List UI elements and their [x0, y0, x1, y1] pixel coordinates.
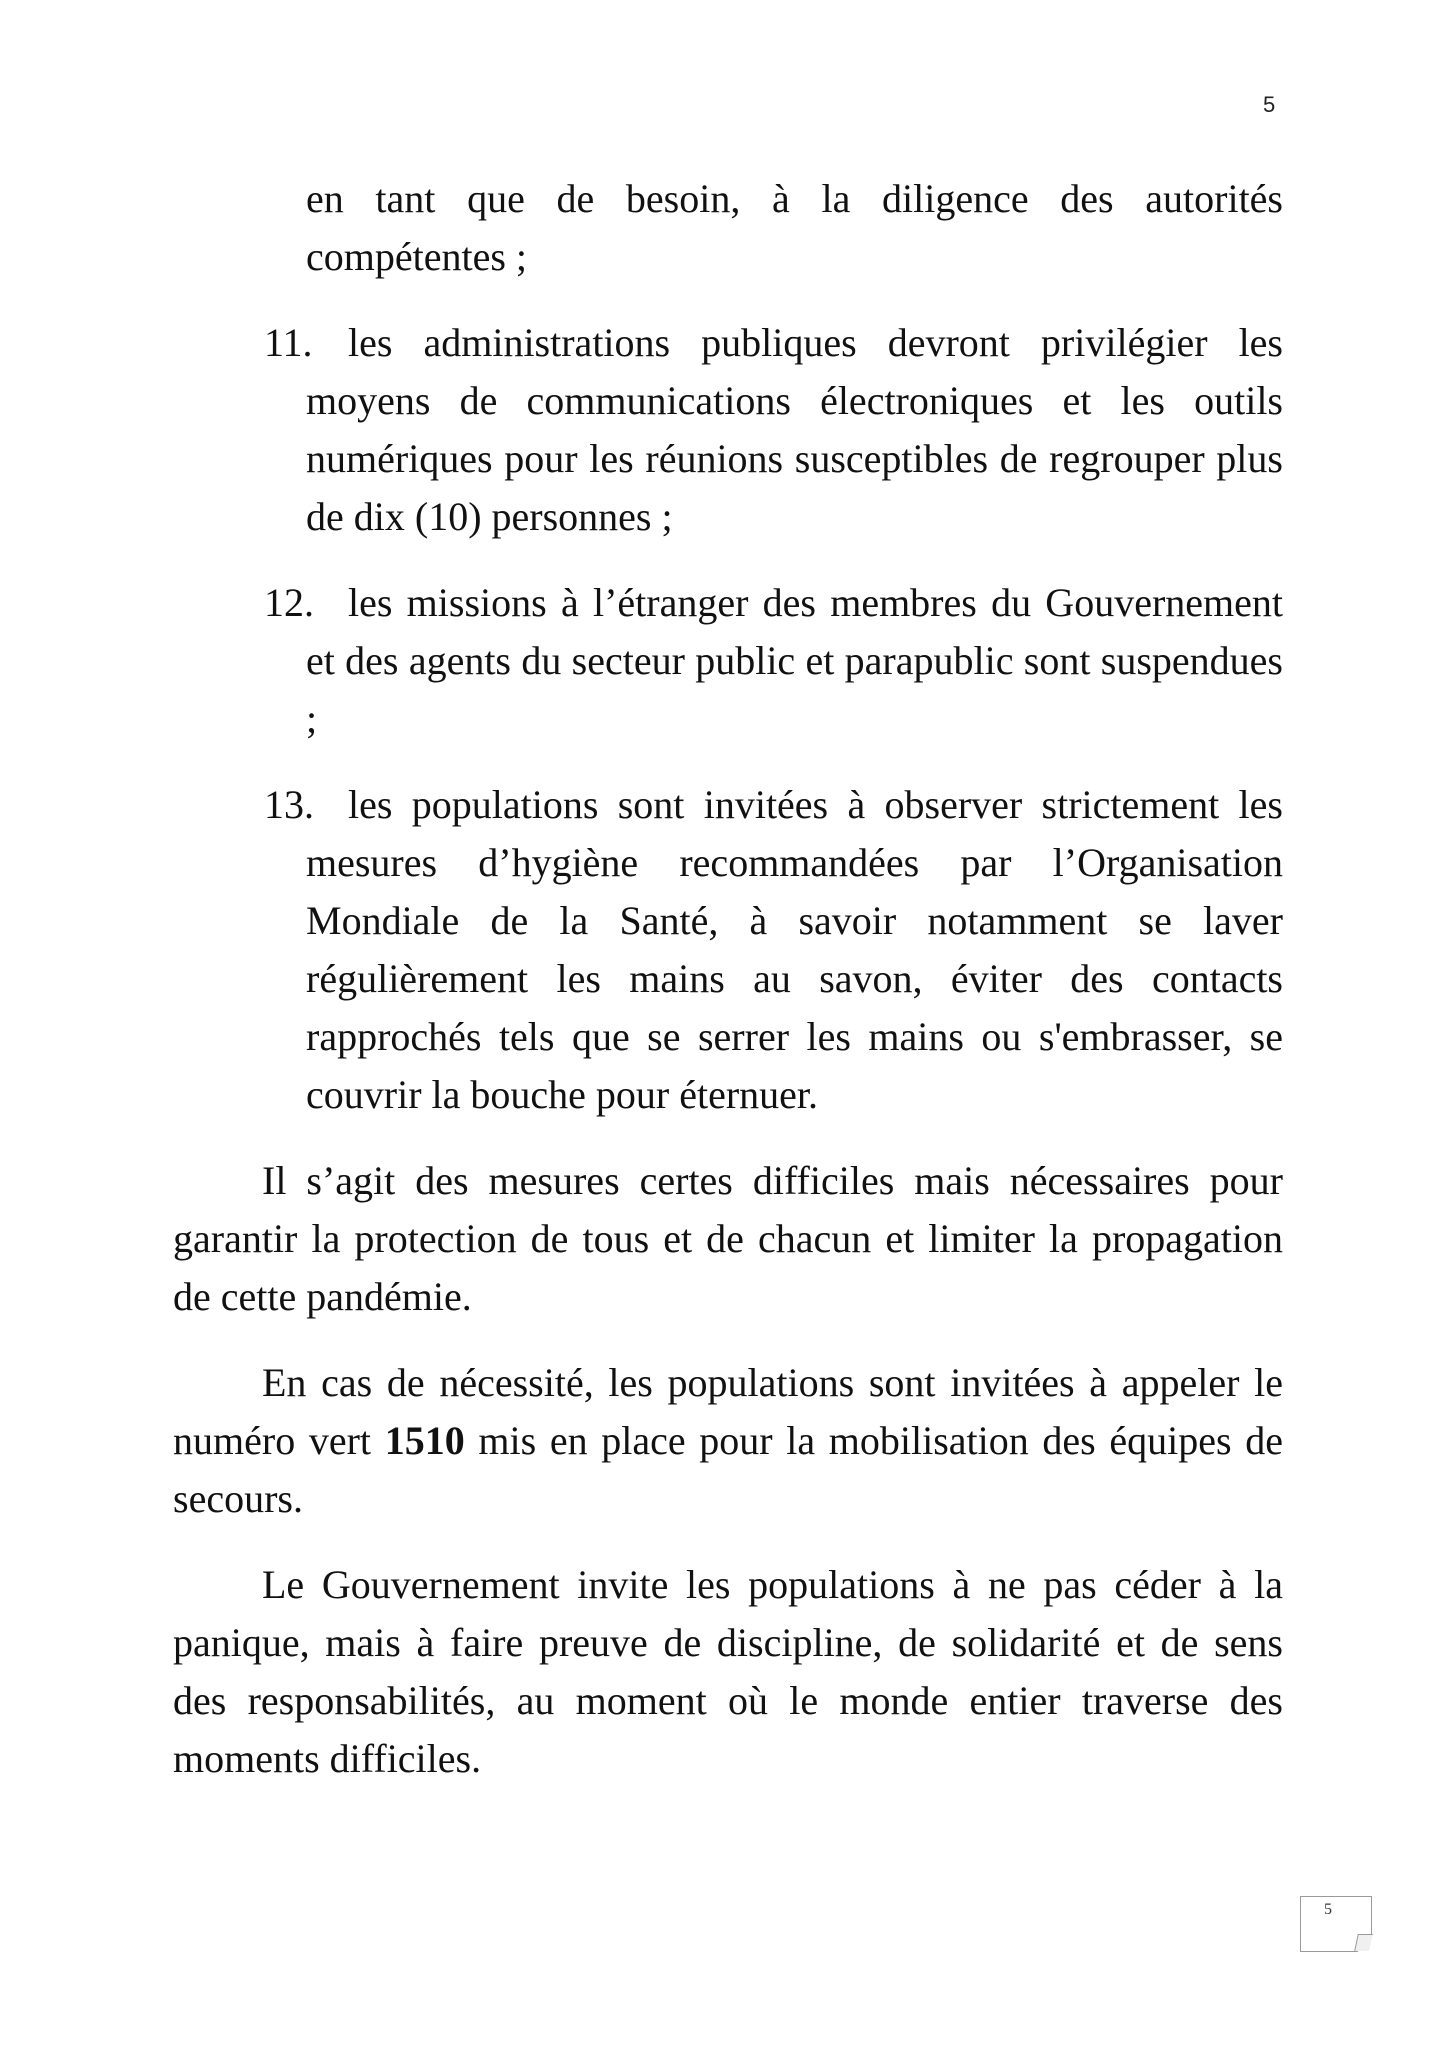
list-item-number: 12.: [264, 580, 314, 625]
paragraph-text: mis en place pour la mobilisation des équipes de secours.: [173, 1418, 1284, 1521]
list-item-11: [173, 314, 1283, 546]
list-item-number: 13.: [264, 782, 314, 827]
list-item-text: les administrations publiques devront privilégier les moyens de communications électroniques et les outils numériques pour les réunions susceptibles de regrouper plus de dix (10) personnes ;: [306, 320, 1283, 539]
list-item-13: [173, 776, 1283, 1124]
paragraph-text: En cas de nécessité, les populations sont invitées à appeler le numéro vert: [173, 1360, 1283, 1463]
paragraph-green-number: [173, 1354, 1283, 1528]
document-body: [173, 170, 1283, 1816]
page-fold-icon: [1354, 1934, 1373, 1951]
list-item-continuation: en tant que de besoin, à la diligence des autorités compétentes ;: [306, 176, 1283, 279]
list-item-text: les missions à l’étranger des membres du Gouvernement et des agents du secteur public et parapublic sont suspendues ;: [306, 580, 1283, 741]
list-item-number: 11.: [264, 320, 313, 365]
page-number-corner: 5: [1324, 1901, 1332, 1918]
paragraph-measures: Il s’agit des mesures certes difficiles mais nécessaires pour garantir la protection de tous et de chacun et limiter la propagation de cette pandémie.: [173, 1158, 1283, 1319]
page-number-top: 5: [1263, 92, 1276, 117]
paragraph-government-appeal: Le Gouvernement invite les populations à ne pas céder à la panique, mais à faire preuve de discipline, de solidarité et de sens des responsabilités, au moment où le monde entier traverse des moments difficiles.: [173, 1562, 1283, 1781]
list-item-text: les populations sont invitées à observer strictement les mesures d’hygiène recommandées par l’Organisation Mondiale de la Santé, à savoir notamment se laver régulièrement les mains au savon, éviter des contacts rapprochés tels que se serrer les mains ou s'embrasser, se couvrir la bouche pour éternuer.: [306, 782, 1283, 1117]
green-number: 1510: [384, 1418, 465, 1463]
list-item-12: [173, 574, 1283, 748]
